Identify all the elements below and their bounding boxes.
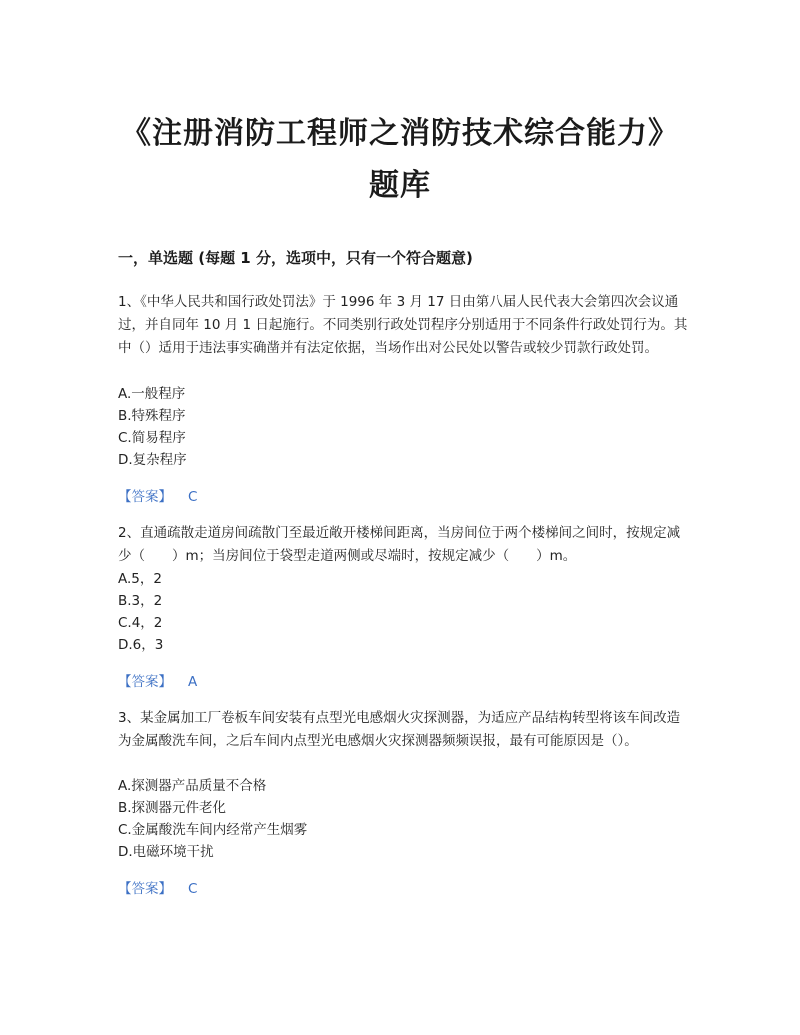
- answer-label: 【答案】: [118, 489, 172, 505]
- section-title: 一，单选题 (每题 1 分，选项中，只有一个符合题意): [118, 249, 473, 267]
- answer-label: 【答案】: [118, 881, 172, 897]
- question-2-answer: [118, 671, 197, 693]
- question-1-option-d: D.复杂程序: [118, 452, 187, 468]
- answer-label: 【答案】: [118, 674, 172, 690]
- question-1-option-b: B.特殊程序: [118, 408, 186, 424]
- question-2-text: 2、直通疏散走道房间疏散门至最近敞开楼梯间距离，当房间位于两个楼梯间之间时，按规定减少（ ）m；当房间位于袋型走道两侧或尽端时，按规定减少（ ）m。: [118, 525, 681, 564]
- question-3-option-c: C.金属酸洗车间内经常产生烟雾: [118, 822, 308, 838]
- document-title: 《注册消防工程师之消防技术综合能力》题库: [121, 116, 679, 203]
- question-3-option-a: A.探测器产品质量不合格: [118, 778, 267, 794]
- answer-value: C: [188, 489, 198, 505]
- question-2-option-d: D.6，3: [118, 637, 164, 653]
- question-3-option-d: D.电磁环境干扰: [118, 844, 214, 860]
- question-2-option-c: C.4，2: [118, 615, 163, 631]
- question-3-answer: [118, 878, 197, 900]
- answer-value: C: [188, 881, 198, 897]
- question-2-option-b: B.3，2: [118, 593, 163, 609]
- question-2-option-a: A.5，2: [118, 571, 162, 587]
- question-3-option-b: B.探测器元件老化: [118, 800, 227, 816]
- question-1-option-c: C.简易程序: [118, 430, 186, 446]
- question-1-text: 1、《中华人民共和国行政处罚法》于 1996 年 3 月 17 日由第八届人民代表大会第四次会议通过，并自同年 10 月 1 日起施行。不同类别行政处罚程序分别适用于不同条件行政处罚行为。其中（）适用于违法事实确凿并有法定依据，当场作出对公民处以警告或较少罚款行政处罚。: [118, 294, 688, 356]
- question-1-option-a: A.一般程序: [118, 386, 186, 402]
- question-1-answer: [118, 486, 197, 508]
- answer-value: A: [188, 674, 198, 690]
- question-3-text: 3、某金属加工厂卷板车间安装有点型光电感烟火灾探测器，为适应产品结构转型将该车间改造为金属酸洗车间，之后车间内点型光电感烟火灾探测器频频误报，最有可能原因是（）。: [118, 710, 681, 749]
